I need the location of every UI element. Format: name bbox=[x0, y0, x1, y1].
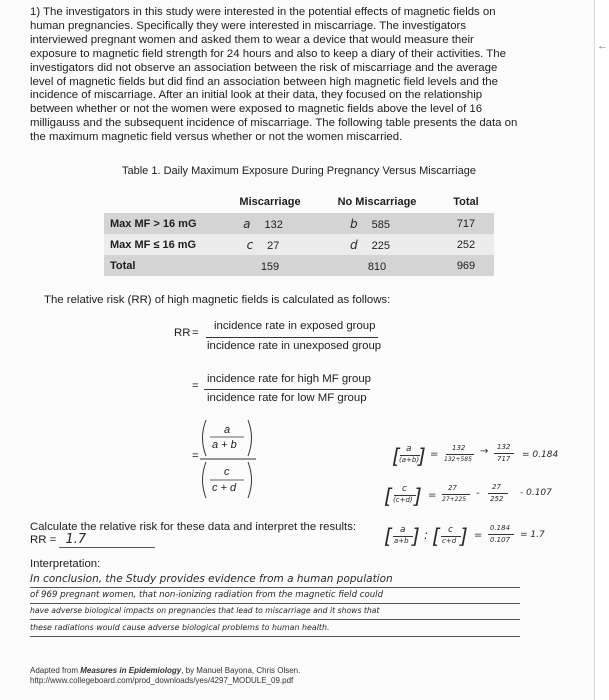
fraction-numerator: incidence rate in exposed group bbox=[214, 320, 376, 332]
header-cell bbox=[104, 191, 224, 213]
cell-value: 585 bbox=[371, 218, 390, 231]
rr-answer-label: RR = bbox=[30, 534, 57, 546]
question-line: the maximum magnetic field versus whether or not the women miscarried. bbox=[30, 131, 403, 144]
hw-result-num: 27 bbox=[492, 483, 501, 491]
question-line: between whether or not the women were exposed to magnetic fields above the level of 16 bbox=[30, 103, 483, 116]
hw-result: = 1.7 bbox=[520, 530, 545, 540]
hw-result: - 0.107 bbox=[520, 488, 552, 498]
hw-result-den: 717 bbox=[497, 455, 511, 463]
answer-rule bbox=[30, 619, 520, 620]
handwritten-letter: c bbox=[246, 237, 254, 252]
hw-divide: : bbox=[424, 528, 429, 542]
row-label: Total bbox=[104, 255, 224, 276]
table-header-row bbox=[104, 191, 494, 213]
cell-value: 252 bbox=[438, 234, 494, 255]
handwritten-letter: d bbox=[350, 237, 358, 252]
interpretation-line[interactable]: of 969 pregnant women, that non-ionizing radiation from the magnetic field could bbox=[30, 590, 384, 600]
fraction-bar bbox=[206, 337, 378, 338]
handwritten-letter: b bbox=[350, 216, 358, 231]
hw-fraction-num: c bbox=[448, 525, 453, 535]
cell-value: 969 bbox=[438, 255, 494, 276]
rr-answer-line bbox=[30, 532, 155, 548]
hw-fraction-num: a bbox=[406, 444, 412, 454]
equals-sign: = bbox=[192, 327, 199, 339]
table-caption: Table 1. Daily Maximum Exposure During Pregnancy Versus Miscarriage bbox=[122, 165, 476, 177]
header-cell: No Miscarriage bbox=[337, 196, 417, 208]
question-line: incidence of miscarriage. After an initial look at their data, they focused on the relationship bbox=[30, 89, 483, 102]
hw-fraction-bar bbox=[446, 454, 474, 455]
equals-sign: = bbox=[192, 450, 199, 462]
hw-result: = 0.184 bbox=[522, 450, 559, 460]
cell-value: 159 bbox=[260, 260, 280, 273]
citation-url[interactable]: http://www.collegeboard.com/prod_downloads/yes/4297_MODULE_09.pdf bbox=[30, 676, 294, 685]
rr-label: RR bbox=[174, 327, 191, 339]
hw-result-den: 252 bbox=[490, 495, 504, 503]
hw-dash: - bbox=[476, 488, 480, 499]
question-line: exposure to magnetic field strength for 24 hours and also to keep a diary of their activities. The bbox=[30, 47, 506, 60]
cell-value: 225 bbox=[371, 239, 390, 252]
question-line: level of magnetic fields but did find an association between high magnetic field levels and the bbox=[30, 75, 498, 88]
answer-rule bbox=[30, 603, 520, 604]
hw-fraction-bar bbox=[442, 494, 470, 495]
citation-line bbox=[30, 666, 300, 676]
handwritten-letter: a bbox=[243, 216, 251, 231]
fraction-denominator: incidence rate for low MF group bbox=[207, 392, 367, 404]
nested-denominator-cd: c + d bbox=[212, 482, 237, 494]
hw-arrow: → bbox=[480, 446, 489, 457]
question-line: 1) The investigators in this study were interested in the potential effects of magnetic fields on bbox=[30, 6, 496, 18]
header-cell: Total bbox=[453, 196, 479, 208]
citation-title: Measures in Epidemiology bbox=[80, 666, 182, 675]
cell-value: 27 bbox=[267, 239, 280, 252]
hw-fraction-num: c bbox=[402, 484, 407, 494]
question-line: interviewed pregnant women and asked them to wear a device that would measure their bbox=[30, 33, 474, 46]
hw-fraction-den: a+b bbox=[394, 537, 409, 545]
cell-value: 132 bbox=[264, 218, 283, 231]
nested-numerator-a: a bbox=[224, 424, 231, 436]
question-line: milligauss and the subsequent incidence of miscarriage. The following table presents the data on bbox=[30, 117, 518, 130]
table-row bbox=[104, 255, 494, 276]
question-paragraph bbox=[30, 6, 590, 145]
handwritten-calculation: [ ] a (a+b) = 132 132+585 → 132 717 = 0.184 [ ] c (c+d) = 27 27+225 - 27 252 - 0.107 [ ] a a+b : [ ] c c+d = 0.184 0.107 = 1.7 bbox=[384, 443, 559, 548]
hw-result-den: 0.107 bbox=[490, 536, 511, 544]
fraction-numerator: incidence rate for high MF group bbox=[207, 373, 371, 385]
cell-value: 810 bbox=[367, 260, 387, 273]
answer-rule bbox=[30, 636, 520, 637]
hw-fraction-den: (c+d) bbox=[393, 496, 413, 504]
nested-numerator-c: c bbox=[224, 466, 230, 478]
rr-answer-field[interactable]: 1.7 bbox=[59, 532, 155, 548]
question-line: investigators did not observe an association between the risk of miscarriage and the average bbox=[30, 61, 498, 74]
back-arrow-icon[interactable]: ← bbox=[597, 40, 608, 52]
exposure-table bbox=[104, 191, 494, 276]
rr-intro-text: The relative risk (RR) of high magnetic fields is calculated as follows: bbox=[44, 294, 391, 306]
hw-fraction-bar bbox=[488, 493, 508, 494]
interpretation-line[interactable]: these radiations would cause adverse biological problems to human health. bbox=[30, 623, 330, 632]
nested-denominator-ab: a + b bbox=[212, 439, 237, 451]
hw-fraction-den: c+d bbox=[442, 537, 457, 545]
hw-equals: = bbox=[428, 490, 437, 501]
calculate-prompt: Calculate the relative risk for these data and interpret the results: bbox=[30, 521, 357, 533]
hw-equals: = bbox=[430, 449, 439, 460]
hw-result-num: 132 bbox=[497, 443, 511, 451]
cell-value: 717 bbox=[438, 213, 494, 234]
table-row bbox=[104, 213, 494, 234]
hw-result-num: 0.184 bbox=[490, 524, 511, 532]
hw-fraction-num: a bbox=[400, 525, 406, 535]
fraction-denominator: incidence rate in unexposed group bbox=[207, 340, 382, 352]
hw-value-num: 132 bbox=[452, 444, 466, 452]
table-row bbox=[104, 234, 494, 255]
row-label: Max MF > 16 mG bbox=[104, 213, 224, 234]
equals-sign: = bbox=[192, 380, 199, 392]
hw-value-num: 27 bbox=[448, 484, 457, 492]
hw-equals: = bbox=[474, 530, 483, 541]
fraction-bar bbox=[204, 389, 370, 390]
answer-rule bbox=[30, 587, 520, 588]
citation-authors: , by Manuel Bayona, Chris Olsen. bbox=[181, 666, 301, 675]
source-citation bbox=[30, 666, 300, 686]
hw-value-den: 27+225 bbox=[442, 496, 467, 503]
interpretation-line[interactable]: In conclusion, the Study provides evidence from a human population bbox=[30, 573, 393, 585]
hw-value-den: 132+585 bbox=[444, 456, 472, 463]
row-label: Max MF ≤ 16 mG bbox=[104, 234, 224, 255]
interpretation-label: Interpretation: bbox=[30, 558, 101, 570]
hw-fraction-den: (a+b) bbox=[399, 456, 420, 464]
question-line: human pregnancies. Specifically they were interested in miscarriage. The investigators bbox=[30, 19, 467, 32]
citation-prefix: Adapted from bbox=[30, 666, 79, 675]
header-cell: Miscarriage bbox=[239, 196, 301, 208]
hw-fraction-bar bbox=[488, 534, 514, 535]
hw-fraction-bar bbox=[494, 453, 514, 454]
interpretation-line[interactable]: have adverse biological impacts on pregnancies that lead to miscarriage and it shows that bbox=[30, 606, 380, 615]
